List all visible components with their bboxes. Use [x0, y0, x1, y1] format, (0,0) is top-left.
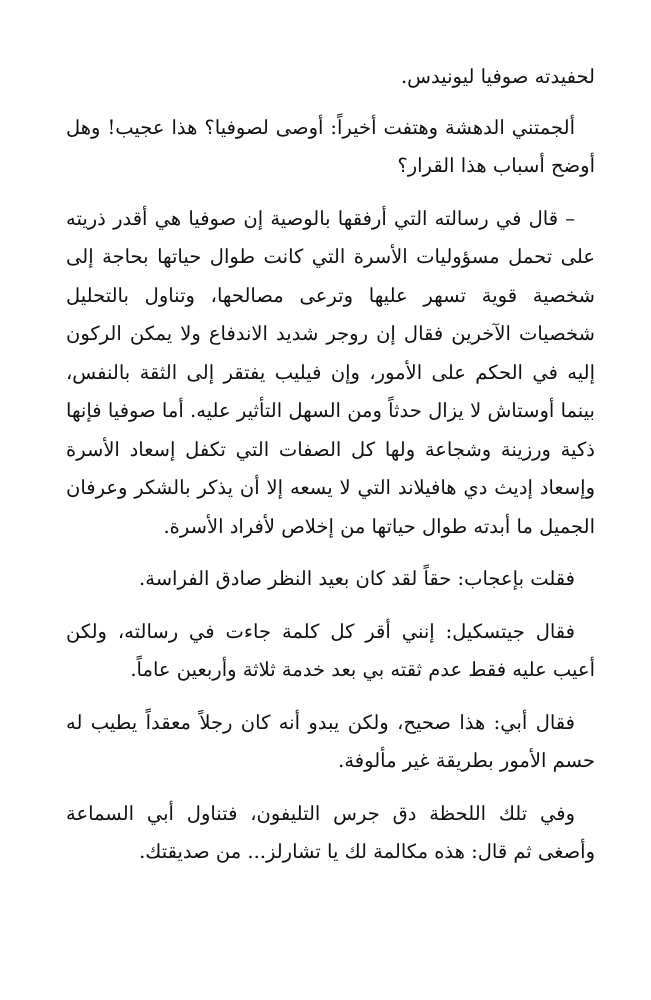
paragraph-telephone: وفي تلك اللحظة دق جرس التليفون، فتناول أبي السماعة وأصغى ثم قال: هذه مكالمة لك يا تشارلز... من صديقتك. [66, 801, 595, 863]
paragraph-father: فقال أبي: هذا صحيح، ولكن يبدو أنه كان رجلاً معقداً يطيب له حسم الأمور بطريقة غير مألوفة. [66, 710, 595, 772]
paragraph-surprise: ألجمتني الدهشة وهتفت أخيراً: أوصى لصوفيا؟ هذا عجيب! وهل أوضح أسباب هذا القرار؟ [66, 115, 595, 177]
paragraph-will-letter: – قال في رسالته التي أرفقها بالوصية إن صوفيا هي أقدر ذريته على تحمل مسؤوليات الأسرة التي كانت طوال حياتها بحاجة إلى شخصية قوية تسهر عليها وترعى مصالحها، وتناول بالتحليل شخصيات الآخرين فقال إن روجر شديد الاندفاع ولا يمكن الركون إليه في الحكم على الأمور، وإن فيليب يفتقر إلى الثقة بالنفس، بينما أوستاش لا يزال حدثاً ومن السهل التأثير عليه. أما صوفيا فإنها ذكية ورزينة وشجاعة ولها كل الصفات التي تكفل إسعاد الأسرة وإسعاد إديث دي هافيلاند التي لا يسعه إلا أن يذكر بالشكر وعرفان الجميل ما أبدته طوال حياتها من إخلاص لأفراد الأسرة. [66, 206, 595, 538]
paragraph-gaitskill: فقال جيتسكيل: إنني أقر كل كلمة جاءت في رسالته، ولكن أعيب عليه فقط عدم ثقته بي بعد خدمة ثلاثة وأربعين عاماً. [66, 619, 595, 681]
paragraph-admiration: فقلت بإعجاب: حقاً لقد كان بعيد النظر صادق الفراسة. [139, 567, 575, 590]
paragraph-continuation: لحفيدته صوفيا ليونيدس. [400, 65, 595, 88]
